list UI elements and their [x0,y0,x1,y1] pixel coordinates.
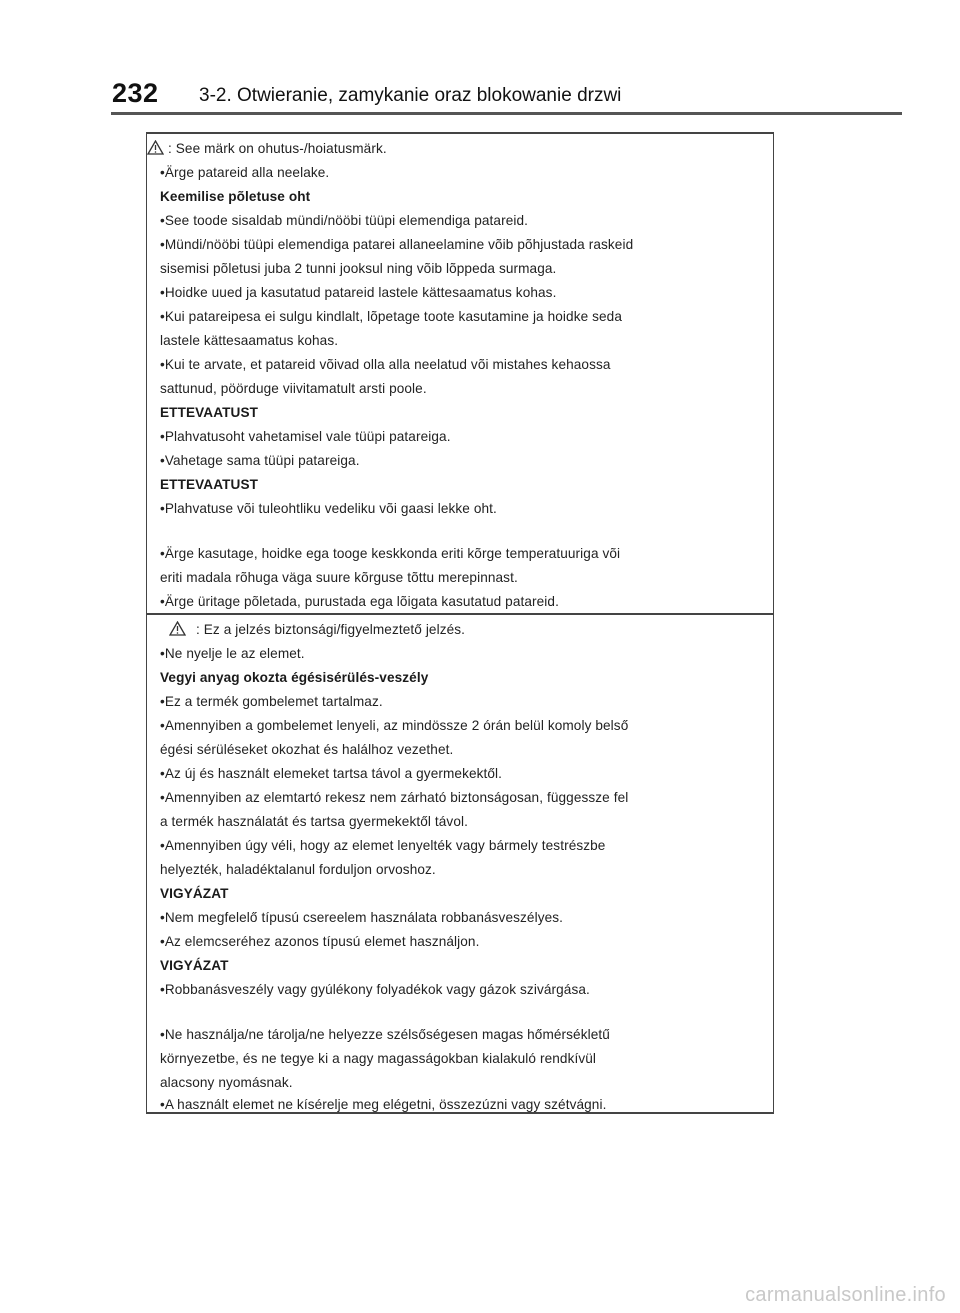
site-watermark: carmanualsonline.info [745,1284,946,1306]
estonian-heading-caution-1: ETTEVAATUST [160,405,259,420]
hungarian-symbol-text: : Ez a jelzés biztonsági/figyelmeztető jelzés. [196,622,466,637]
estonian-heading-chemical-burn: Keemilise põletuse oht [160,189,311,204]
warning-triangle-icon [147,140,164,155]
estonian-line-18: •Ärge üritage põletada, purustada ega lõigata kasutatud patareid. [160,594,559,609]
hungarian-line-16: •Ne használja/ne tárolja/ne helyezze szélsőségesen magas hőmérsékletű [160,1027,610,1042]
page-header [0,0,960,116]
hungarian-line-13: •Az elemcseréhez azonos típusú elemet használjon. [160,934,480,949]
hungarian-line-8: a termék használatát és tartsa gyermekektől távol. [160,814,468,829]
hungarian-line-15: •Robbanásveszély vagy gyúlékony folyadékok vagy gázok szivárgása. [160,982,590,997]
estonian-line-9: •Kui te arvate, et patareid võivad olla alla neelatud või mistahes kehaossa [160,357,611,372]
estonian-line-12: •Plahvatusoht vahetamisel vale tüüpi patareiga. [160,429,451,444]
estonian-line-10: sattunud, pöörduge viivitamatult arsti poole. [160,381,427,396]
estonian-line-5: sisemisi põletusi juba 2 tunni jooksul ning võib lõppeda surmaga. [160,261,557,276]
estonian-line-4: •Mündi/nööbi tüüpi elemendiga patarei allaneelamine võib põhjustada raskeid [160,237,634,252]
estonian-line-1: •Ärge patareid alla neelake. [160,165,330,180]
hungarian-line-6: •Az új és használt elemeket tartsa távol a gyermekektől. [160,766,503,781]
estonian-line-7: •Kui patareipesa ei sulgu kindlalt, lõpetage toote kasutamine ja hoidke seda [160,309,623,324]
hungarian-line-3: •Ez a termék gombelemet tartalmaz. [160,694,383,709]
section-title: 3-2. Otwieranie, zamykanie oraz blokowanie drzwi [199,85,622,106]
estonian-warning-box [146,132,774,613]
hungarian-symbol-note [169,621,465,637]
estonian-heading-caution-2: ETTEVAATUST [160,477,259,492]
hungarian-line-19: •A használt elemet ne kísérelje meg elégetni, összezúzni vagy szétvágni. [160,1097,607,1112]
hungarian-line-4: •Amennyiben a gombelemet lenyeli, az mindössze 2 órán belül komoly belső [160,718,629,733]
hungarian-line-17: környezetbe, és ne tegye ki a nagy magasságokban kialakuló rendkívül [160,1051,597,1066]
estonian-line-17: eriti madala rõhuga väga suure kõrguse tõttu merepinnast. [160,570,518,585]
hungarian-line-5: égési sérüléseket okozhat és halálhoz vezethet. [160,742,454,757]
header-rule [111,112,902,115]
hungarian-line-9: •Amennyiben úgy véli, hogy az elemet lenyelték vagy bármely testrészbe [160,838,606,853]
hungarian-line-10: helyezték, haladéktalanul forduljon orvoshoz. [160,862,436,877]
estonian-line-3: •See toode sisaldab mündi/nööbi tüüpi elemendiga patareid. [160,213,529,228]
hungarian-line-18: alacsony nyomásnak. [160,1075,293,1090]
hungarian-heading-chemical-burn: Vegyi anyag okozta égésisérülés-veszély [160,670,429,685]
hungarian-line-12: •Nem megfelelő típusú csereelem használata robbanásveszélyes. [160,910,564,925]
estonian-line-13: •Vahetage sama tüüpi patareiga. [160,453,360,468]
hungarian-heading-caution-1: VIGYÁZAT [160,886,229,901]
estonian-line-8: lastele kättesaamatus kohas. [160,333,339,348]
page-number: 232 [112,78,159,108]
hungarian-line-1: •Ne nyelje le az elemet. [160,646,305,661]
warning-triangle-icon [169,621,186,636]
estonian-line-6: •Hoidke uued ja kasutatud patareid lastele kättesaamatus kohas. [160,285,557,300]
battery-warning-scan [146,132,776,1114]
estonian-symbol-text: : See märk on ohutus-/hoiatusmärk. [168,141,387,156]
estonian-line-15: •Plahvatuse või tuleohtliku vedeliku või gaasi lekke oht. [160,501,497,516]
estonian-line-16: •Ärge kasutage, hoidke ega tooge keskkonda eriti kõrge temperatuuriga või [160,546,621,561]
hungarian-warning-box [146,613,774,1114]
hungarian-line-7: •Amennyiben az elemtartó rekesz nem zárható biztonságosan, függessze fel [160,790,629,805]
estonian-symbol-note [147,140,387,156]
hungarian-heading-caution-2: VIGYÁZAT [160,958,229,973]
